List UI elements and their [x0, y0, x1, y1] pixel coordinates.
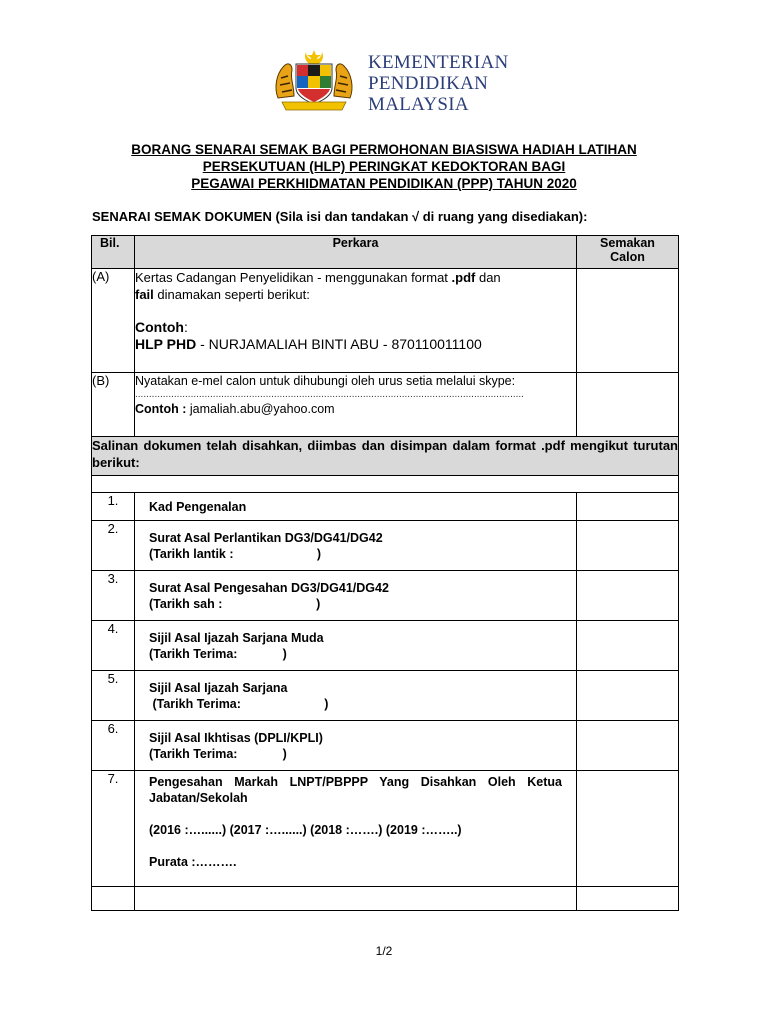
row-b-contoh-label: Contoh : [135, 402, 187, 416]
item-2-line-2: (Tarikh lantik : ) [149, 546, 322, 561]
item-2-num: 2. [92, 521, 135, 571]
item-2-checkbox[interactable] [577, 521, 679, 571]
page-number: 1/2 [375, 944, 393, 958]
form-title-line-1: BORANG SENARAI SEMAK BAGI PERMOHONAN BIASISWA HADIAH LATIHAN [131, 142, 637, 157]
item-3-line-1: Surat Asal Pengesahan DG3/DG41/DG42 [149, 580, 389, 595]
table-row [92, 493, 679, 521]
item-3-num: 3. [92, 571, 135, 621]
form-title [60, 141, 708, 192]
item-2-line-1: Surat Asal Perlantikan DG3/DG41/DG42 [149, 530, 383, 545]
row-b-bil: (B) [92, 373, 135, 437]
item-3-line-2: (Tarikh sah : ) [149, 596, 321, 611]
row-a-fail: fail [135, 287, 154, 302]
row-a-contoh-colon: : [183, 319, 188, 335]
item-5-line-2: (Tarikh Terima: ) [149, 696, 329, 711]
table-row [92, 721, 679, 771]
section-note: Salinan dokumen telah disahkan, diimbas dan disimpan dalam format .pdf mengikut turutan berikut: [92, 437, 679, 476]
row-a-example-bold: HLP PHD [135, 336, 197, 352]
row-a-example [135, 336, 576, 353]
checklist-table [91, 235, 679, 911]
table-row-empty [92, 887, 679, 911]
empty-checkbox[interactable] [577, 887, 679, 911]
header-bil: Bil. [92, 236, 135, 269]
ministry-line-3: MALAYSIA [368, 94, 469, 115]
row-a-checkbox[interactable] [577, 269, 679, 373]
row-a-content [135, 269, 577, 373]
header-semakan: Semakan [600, 236, 655, 250]
table-row [92, 571, 679, 621]
row-a-pdf: .pdf [451, 270, 476, 285]
item-4-text [135, 621, 577, 671]
item-4-line-2: (Tarikh Terima: ) [149, 646, 287, 661]
item-1-text [135, 493, 577, 521]
item-4-checkbox[interactable] [577, 621, 679, 671]
row-b-checkbox[interactable] [577, 373, 679, 437]
item-6-line-2: (Tarikh Terima: ) [149, 746, 287, 761]
form-title-line-3: PEGAWAI PERKHIDMATAN PENDIDIKAN (PPP) TAHUN 2020 [191, 176, 577, 191]
item-4-num: 4. [92, 621, 135, 671]
checklist-heading: SENARAI SEMAK DOKUMEN (Sila isi dan tandakan √ di ruang yang disediakan): [92, 209, 588, 224]
item-3-text [135, 571, 577, 621]
section-note-row [92, 437, 679, 476]
table-row [92, 771, 679, 887]
item-1-num: 1. [92, 493, 135, 521]
item-4-line-1: Sijil Asal Ijazah Sarjana Muda [149, 630, 324, 645]
empty-num [92, 887, 135, 911]
item-7-num: 7. [92, 771, 135, 887]
row-a-text-2: dan [475, 270, 501, 285]
ministry-name [368, 52, 509, 115]
item-5-num: 5. [92, 671, 135, 721]
item-6-text [135, 721, 577, 771]
table-row [92, 671, 679, 721]
item-1-checkbox[interactable] [577, 493, 679, 521]
row-b-email: jamaliah.abu@yahoo.com [186, 402, 335, 416]
item-7-text [135, 771, 577, 887]
row-a-contoh-label: Contoh [135, 319, 184, 335]
row-a-text-3: dinamakan seperti berikut: [153, 287, 310, 302]
table-row-b [92, 373, 679, 437]
spacer-cell [92, 476, 679, 493]
item-6-checkbox[interactable] [577, 721, 679, 771]
row-a-contoh [135, 319, 576, 336]
table-row [92, 621, 679, 671]
table-row [92, 521, 679, 571]
item-6-num: 6. [92, 721, 135, 771]
row-b-dotted-line: ............................................................................................................................................ [135, 389, 524, 400]
ministry-line-1: KEMENTERIAN [368, 52, 509, 73]
item-7-line-1: Pengesahan Markah LNPT/PBPPP Yang Disahkan Oleh Ketua Jabatan/Sekolah [149, 775, 562, 805]
row-b-contoh [135, 401, 576, 417]
form-title-line-2: PERSEKUTUAN (HLP) PERINGKAT KEDOKTORAN BAGI [202, 159, 566, 174]
row-b-content [135, 373, 577, 437]
empty-text [135, 887, 577, 911]
item-1-line-1: Kad Pengenalan [149, 499, 247, 514]
item-5-text [135, 671, 577, 721]
item-5-checkbox[interactable] [577, 671, 679, 721]
header-calon: Calon [610, 250, 645, 264]
table-row-a [92, 269, 679, 373]
row-a-example-rest: - NURJAMALIAH BINTI ABU - 870110011100 [196, 336, 482, 352]
row-b-text: Nyatakan e-mel calon untuk dihubungi oleh urus setia melalui skype: [135, 374, 516, 388]
header-semakan-calon [577, 236, 679, 269]
item-3-checkbox[interactable] [577, 571, 679, 621]
row-a-bil: (A) [92, 269, 135, 373]
item-6-line-1: Sijil Asal Ikhtisas (DPLI/KPLI) [149, 730, 323, 745]
spacer-row [92, 476, 679, 493]
ministry-line-2: PENDIDIKAN [368, 73, 489, 94]
ministry-logo [268, 46, 528, 116]
item-7-purata: Purata :………. [149, 855, 237, 869]
item-2-text [135, 521, 577, 571]
coat-of-arms-icon [272, 48, 356, 112]
row-a-text-1: Kertas Cadangan Penyelidikan - menggunakan format [135, 270, 452, 285]
item-7-checkbox[interactable] [577, 771, 679, 887]
table-header-row [92, 236, 679, 269]
header-perkara: Perkara [135, 236, 577, 269]
item-5-line-1: Sijil Asal Ijazah Sarjana [149, 680, 288, 695]
item-7-years: (2016 :…......) (2017 :…......) (2018 :…….) (2019 :……..) [149, 823, 462, 837]
row-a-description [135, 269, 576, 303]
